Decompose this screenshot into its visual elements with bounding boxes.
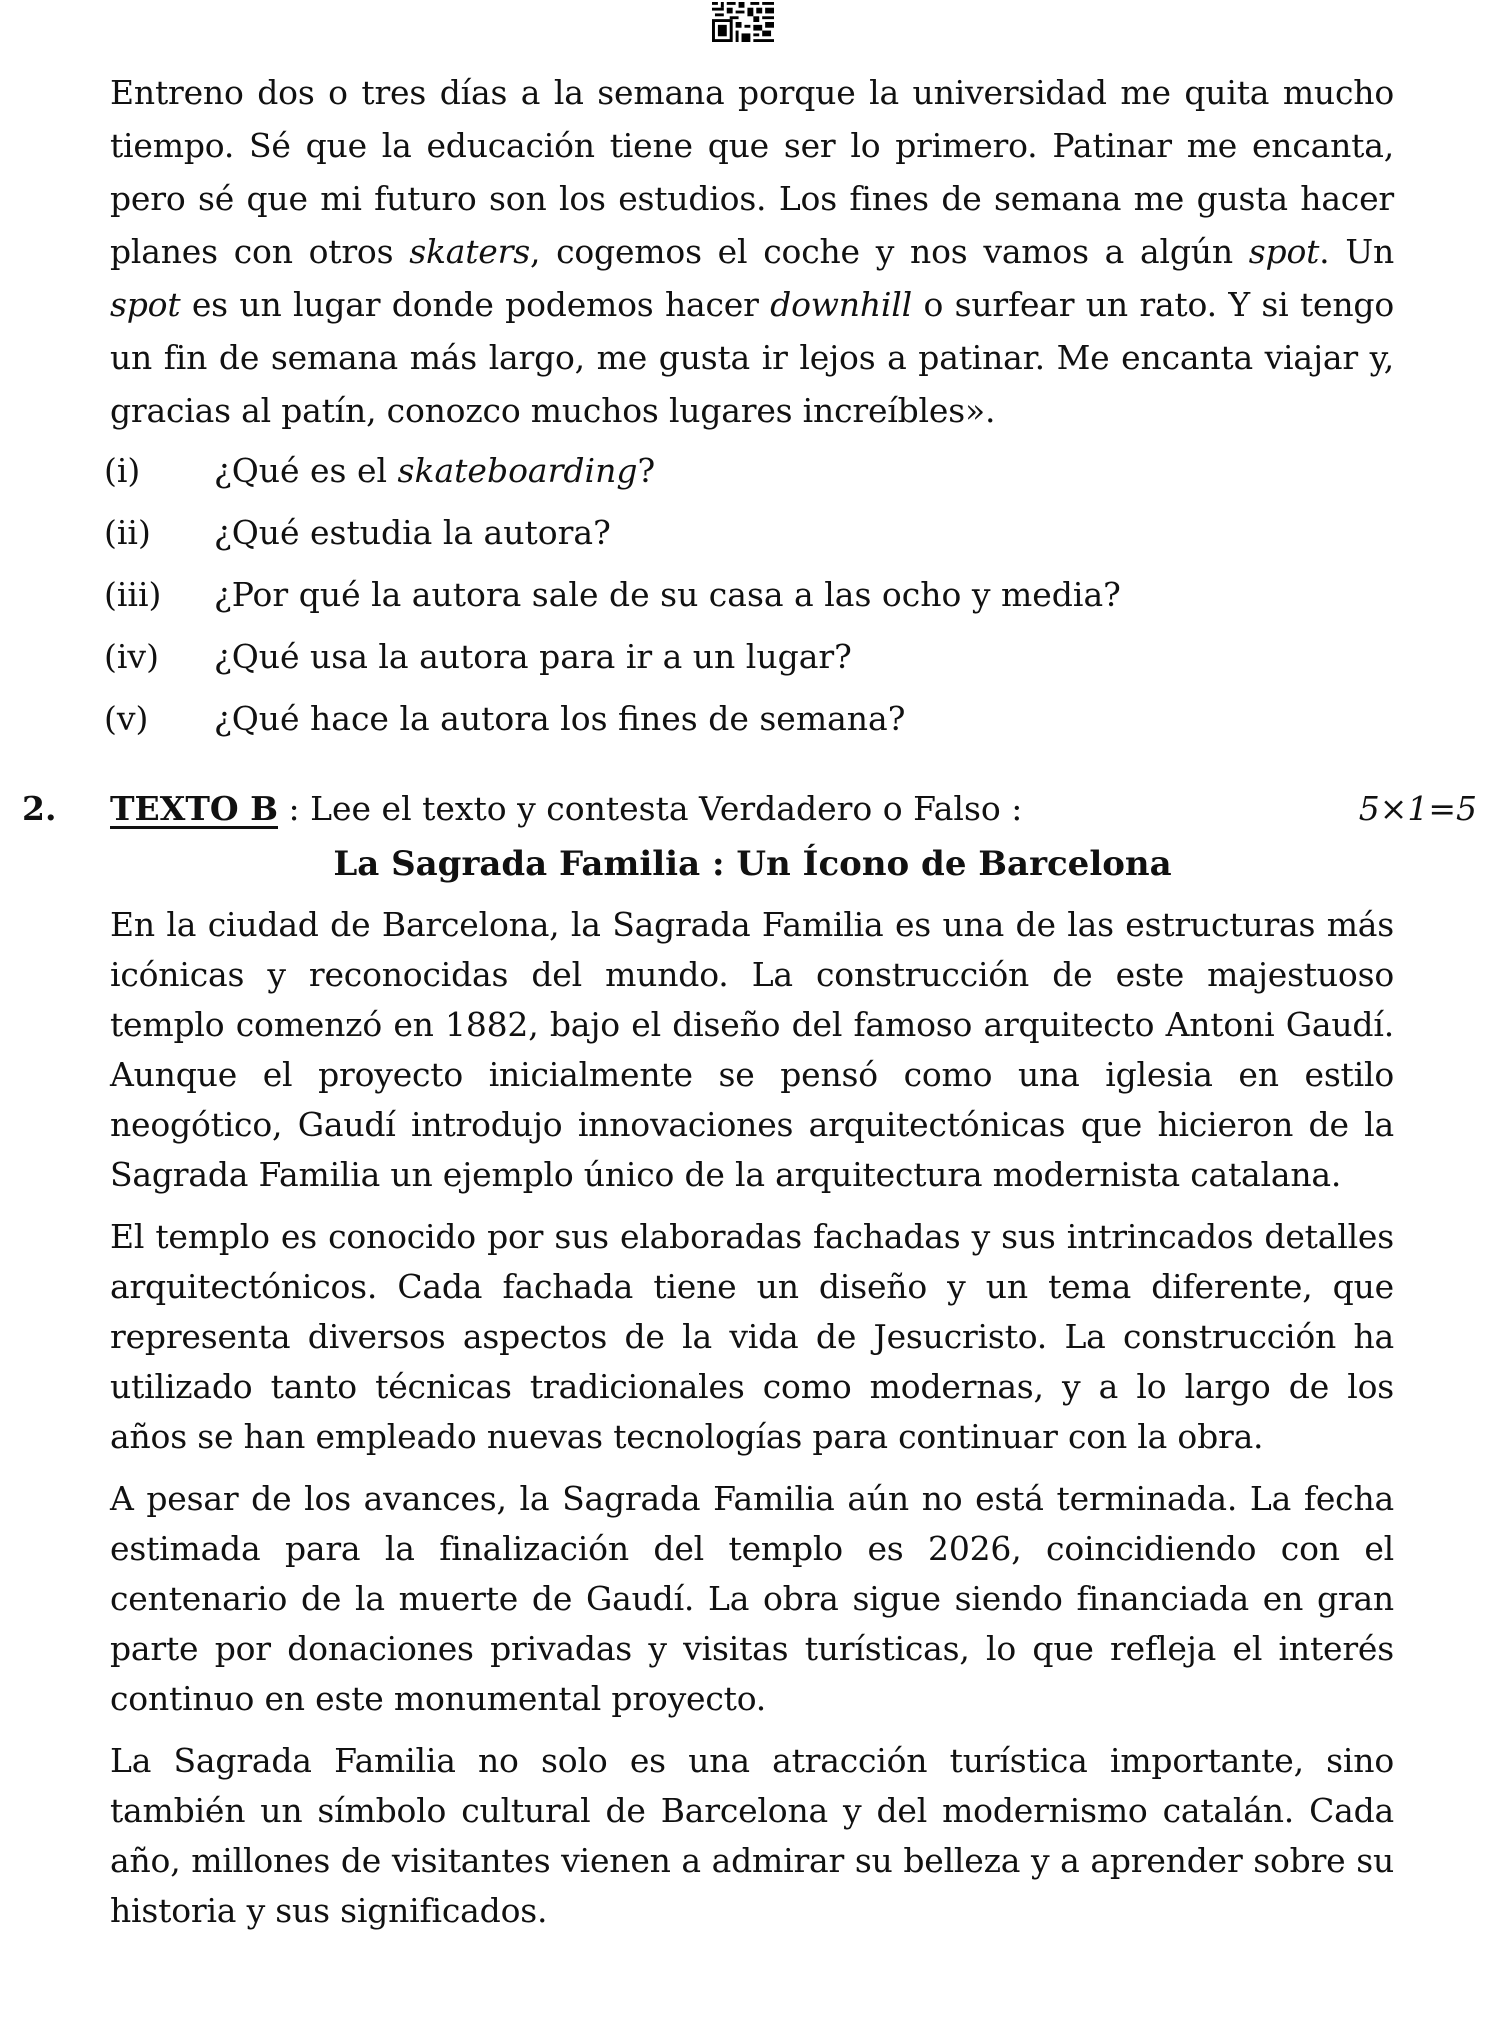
question-item xyxy=(104,626,1121,688)
text-span: . Un xyxy=(1319,232,1395,271)
text-span: , cogemos el coche y nos vamos a algún xyxy=(529,232,1249,271)
text-span: es un lugar donde podemos hacer xyxy=(180,285,771,324)
section-instruction xyxy=(110,783,1022,835)
marks-label: 5×1=5 xyxy=(1358,789,1477,828)
question-item xyxy=(104,564,1121,626)
italic-term: spot xyxy=(110,285,181,324)
question-item xyxy=(104,502,1121,564)
question-number: (v) xyxy=(104,699,149,738)
question-text: ¿Qué estudia la autora? xyxy=(214,513,611,552)
paragraph: A pesar de los avances, la Sagrada Familia aún no está terminada. La fecha estimada para la finalización del templo es 2026, coincidiendo con el centenario de la muerte de Gaudí. La obra sigue siendo financiada en gran parte por donaciones privadas y visitas turísticas, lo que refleja el interés continuo en este monumental proyecto. xyxy=(110,1479,1394,1718)
question-text: ¿Qué hace la autora los fines de semana? xyxy=(214,699,906,738)
text-span: o surfear un rato. Y si tengo un fin de semana más largo, me gusta ir lejos a patinar. Me encanta viajar y, gracias al patín, conozco muchos lugares increíbles». xyxy=(110,285,1394,430)
paragraph: La Sagrada Familia no solo es una atracción turística importante, sino también un símbolo cultural de Barcelona y del modernismo catalán. Cada año, millones de visitantes vienen a admirar su belleza y a aprender sobre su historia y sus significados. xyxy=(110,1741,1394,1930)
text-span: ¿Qué es el xyxy=(214,451,398,490)
question-text: ¿Por qué la autora sale de su casa a las ocho y media? xyxy=(214,575,1121,614)
question-number: (i) xyxy=(104,451,141,490)
qr-code-icon xyxy=(712,2,774,42)
passage-title: La Sagrada Familia : Un Ícono de Barcelona xyxy=(333,844,1172,884)
italic-term: downhill xyxy=(770,285,912,324)
question-number: (iii) xyxy=(104,575,162,614)
paragraph: El templo es conocido por sus elaboradas fachadas y sus intrincados detalles arquitectónicos. Cada fachada tiene un diseño y un tema diferente, que representa diversos aspectos de la vida de Jesucristo. La construcción ha utilizado tanto técnicas tradicionales como modernas, y a lo largo de los años se han empleado nuevas tecnologías para continuar con la obra. xyxy=(110,1217,1394,1456)
italic-term: spot xyxy=(1248,232,1320,271)
text-b-passage xyxy=(110,900,1394,1948)
italic-term: skateboarding xyxy=(397,451,638,490)
text-span: ? xyxy=(637,451,656,490)
instruction-text: : Lee el texto y contesta Verdadero o Falso : xyxy=(278,789,1023,828)
question-list xyxy=(104,440,1121,750)
paragraph: En la ciudad de Barcelona, la Sagrada Familia es una de las estructuras más icónicas y reconocidas del mundo. La construcción de este majestuoso templo comenzó en 1882, bajo el diseño del famoso arquitecto Antoni Gaudí. Aunque el proyecto inicialmente se pensó como una iglesia en estilo neogótico, Gaudí introdujo innovaciones arquitectónicas que hicieron de la Sagrada Familia un ejemplo único de la arquitectura modernista catalana. xyxy=(110,905,1394,1194)
question-number: (ii) xyxy=(104,513,151,552)
section-label: TEXTO B xyxy=(110,789,278,828)
italic-term: skaters xyxy=(409,232,530,271)
question-text: ¿Qué usa la autora para ir a un lugar? xyxy=(214,637,852,676)
paragraph xyxy=(110,66,1394,437)
question-item xyxy=(104,440,1121,502)
question-text xyxy=(214,440,655,502)
question-number: (iv) xyxy=(104,637,159,676)
text-span: Entreno dos o tres días a la semana porque la universidad me quita mucho tiempo. Sé que la educación tiene que ser lo primero. Patinar me encanta, pero sé que mi futuro son los estudios. Los fines de semana me gusta hacer planes con otros xyxy=(110,73,1394,271)
question-item xyxy=(104,688,1121,750)
section-number: 2. xyxy=(22,789,57,828)
section-2-header xyxy=(0,783,1505,835)
text-a-paragraph xyxy=(110,66,1394,437)
